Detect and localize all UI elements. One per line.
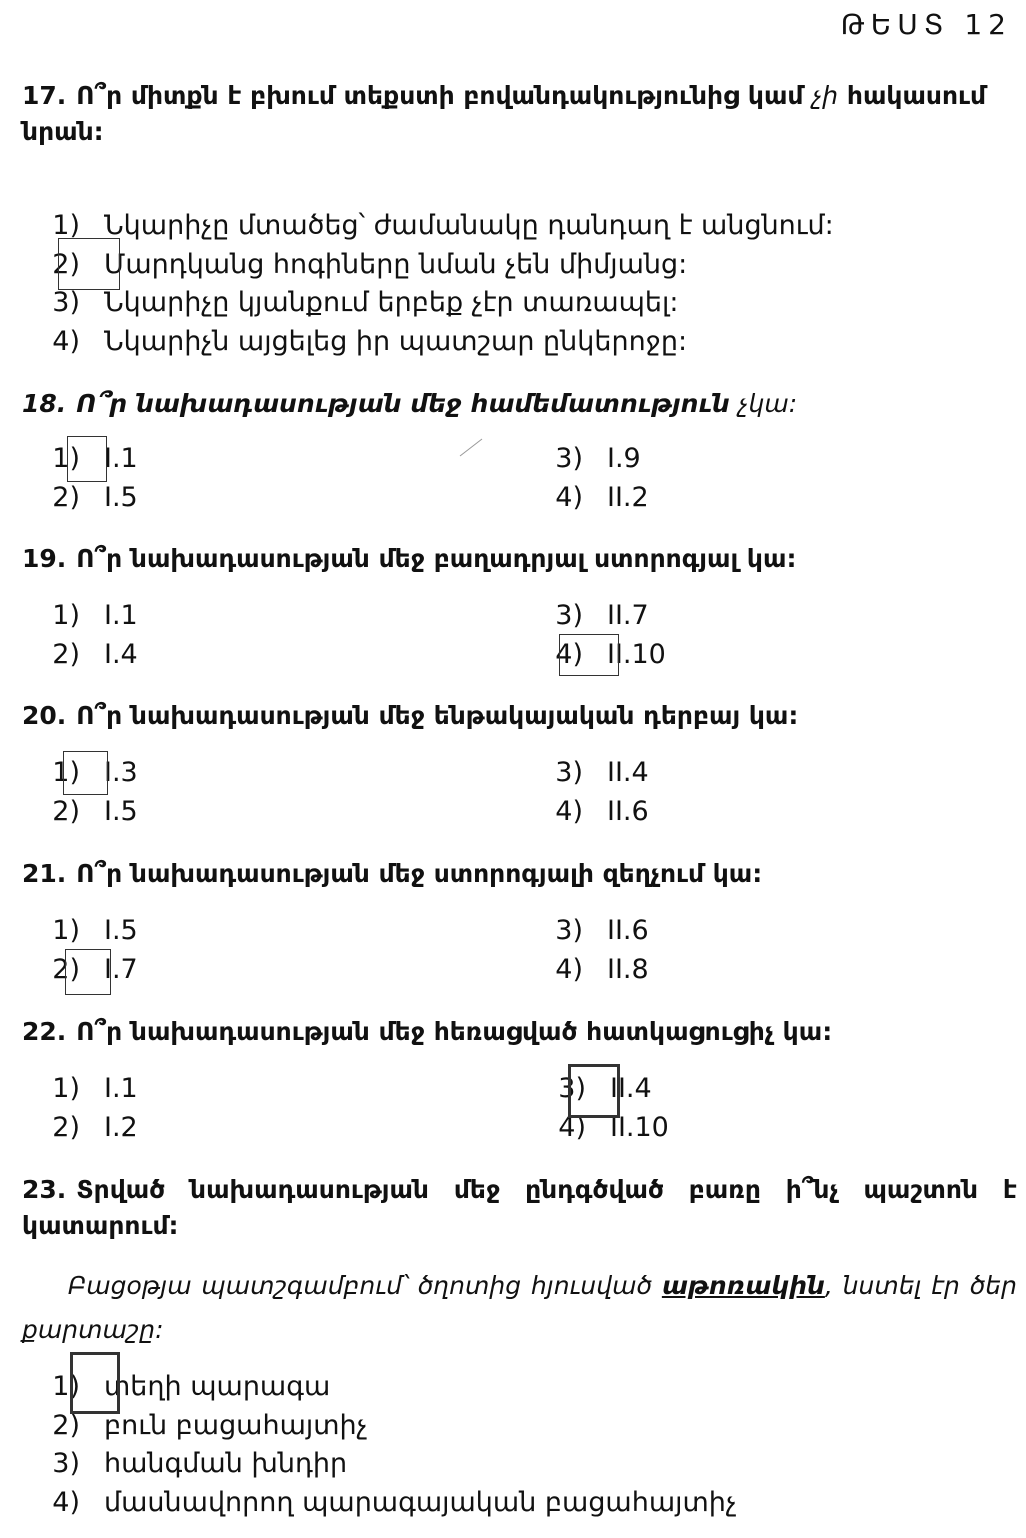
question-text: 21. Ո՞ր նախադասության մեջ ստորոգյալի զեղչում կա: bbox=[22, 859, 763, 888]
option-1[interactable]: 1) I.3 bbox=[52, 757, 138, 788]
question-text: 22. Ո՞ր նախադասության մեջ հեռացված հատկացուցիչ կա: bbox=[22, 1017, 833, 1046]
option-2[interactable]: 2) Մարդկանց հոգիները նման չեն միմյանց: bbox=[52, 248, 688, 280]
question-23 bbox=[22, 1172, 1017, 1244]
answer-box bbox=[63, 751, 108, 795]
option-4[interactable]: 4) II.6 bbox=[555, 795, 649, 827]
question-21 bbox=[22, 856, 1017, 892]
answer-box bbox=[65, 949, 111, 995]
option-3[interactable]: 3) I.9 bbox=[555, 443, 641, 474]
option-2[interactable]: 2) I.2 bbox=[52, 1111, 138, 1143]
answer-box bbox=[568, 1064, 620, 1118]
question-text: 20. Ո՞ր նախադասության մեջ ենթակայական դերբայ կա: bbox=[22, 701, 799, 730]
option-2[interactable]: 2) I.7 bbox=[52, 953, 138, 985]
option-4[interactable]: 4) II.10 bbox=[555, 638, 666, 670]
page-number: 12 bbox=[964, 8, 1012, 41]
option-3[interactable]: 3) II.6 bbox=[555, 915, 649, 946]
q17-options bbox=[22, 207, 834, 361]
answer-box bbox=[559, 634, 619, 676]
option-2[interactable]: 2) I.5 bbox=[52, 481, 138, 513]
page-header bbox=[841, 8, 1012, 41]
q22-options bbox=[22, 1070, 1017, 1147]
option-3[interactable]: 3) II.4 bbox=[555, 757, 649, 788]
option-1[interactable]: 1) I.5 bbox=[52, 915, 138, 946]
pencil-stroke bbox=[458, 436, 484, 458]
answer-box bbox=[70, 1352, 120, 1414]
q19-options bbox=[22, 597, 1017, 674]
question-20 bbox=[22, 698, 1017, 734]
question-text: 19. Ո՞ր նախադասության մեջ բաղադրյալ ստորոգյալ կա: bbox=[22, 544, 797, 573]
test-label: ԹԵՍՏ bbox=[840, 8, 950, 41]
q21-options bbox=[22, 912, 1017, 989]
option-4[interactable]: 4) Նկարիչն այցելեց իր պատշար ընկերոջը: bbox=[52, 325, 688, 357]
option-2[interactable]: 2) բուն բացահայտիչ bbox=[52, 1409, 368, 1441]
question-18 bbox=[22, 386, 1017, 422]
option-4[interactable]: 4) II.8 bbox=[555, 953, 649, 985]
option-3[interactable]: 3) հանգման խնդիր bbox=[52, 1448, 348, 1479]
question-text: 23. Տրված նախադասության մեջ ընդգծված բառը ի՞նչ պաշտոն է կատարում: bbox=[22, 1175, 1017, 1240]
option-1[interactable]: 1) Նկարիչը մտածեց՝ ժամանակը դանդաղ է անցնում: bbox=[52, 210, 834, 241]
question-22 bbox=[22, 1014, 1017, 1050]
option-4[interactable]: 4) մասնավորող պարագայական բացահայտիչ bbox=[52, 1486, 737, 1518]
question-17 bbox=[22, 78, 1017, 150]
q23-options bbox=[22, 1368, 737, 1522]
option-3[interactable]: 3) II.4 bbox=[558, 1073, 652, 1104]
example-sentence: Բացօթյա պատշգամբում՝ ծղոտից հյուսված աթոռակին, նստել էր ծեր քարտաշը: bbox=[22, 1271, 1017, 1344]
option-1[interactable]: 1) I.1 bbox=[52, 600, 138, 631]
option-2[interactable]: 2) I.4 bbox=[52, 638, 138, 670]
q20-options bbox=[22, 754, 1017, 831]
option-2[interactable]: 2) I.5 bbox=[52, 795, 138, 827]
option-4[interactable]: 4) II.2 bbox=[555, 481, 649, 513]
question-text: 17. Ո՞ր միտքն է բխում տեքստի բովանդակությունից կամ չի հակասում նրան: bbox=[22, 81, 987, 146]
option-1[interactable]: 1) I.1 bbox=[52, 443, 138, 474]
underlined-word: աթոռակին bbox=[661, 1271, 825, 1300]
option-1[interactable]: 1) I.1 bbox=[52, 1073, 138, 1104]
q18-options bbox=[22, 440, 1017, 517]
question-19 bbox=[22, 541, 1017, 577]
question-text: 18. Ո՞ր նախադասության մեջ համեմատություն չկա: bbox=[22, 389, 798, 418]
answer-box bbox=[58, 238, 120, 290]
option-3[interactable]: 3) Նկարիչը կյանքում երբեք չէր տառապել: bbox=[52, 287, 679, 318]
option-3[interactable]: 3) II.7 bbox=[555, 600, 649, 631]
answer-box bbox=[67, 436, 107, 482]
option-1[interactable]: 1) տեղի պարագա bbox=[52, 1371, 331, 1402]
option-4[interactable]: 4) II.10 bbox=[558, 1111, 669, 1143]
